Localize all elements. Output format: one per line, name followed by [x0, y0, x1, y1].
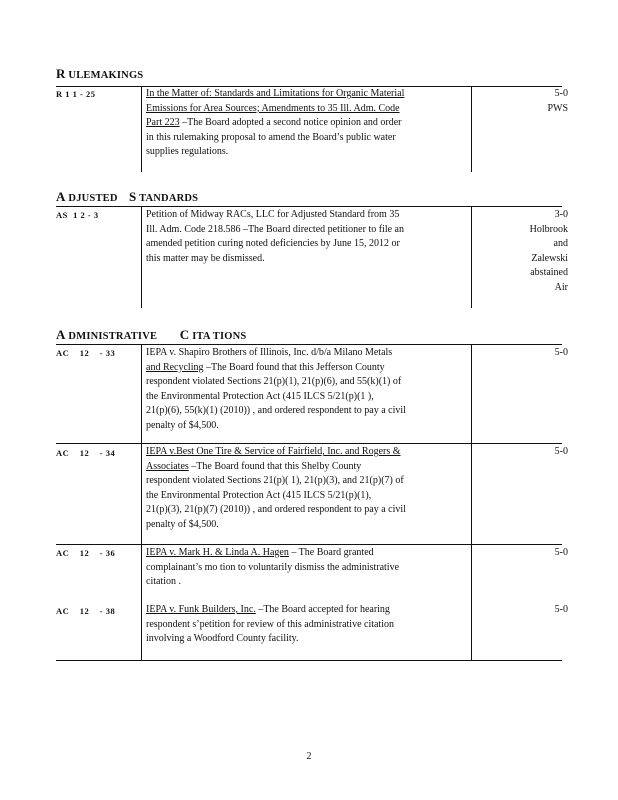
docket-number: AC 12 - 38 [56, 606, 116, 616]
vote-result: 5-0 [554, 547, 568, 558]
case-description: Petition of Midway RACs, LLC for Adjusted Standard from 35 Ill. Adm. Code 218.586 –The Board directed petitioner to file an amended petition curing noted deficiencies by June 15, 2012 or this matter may be dismissed. [146, 209, 404, 264]
column-divider [471, 206, 472, 308]
case-title: In the Matter of: Standards and Limitations for Organic Material [146, 88, 405, 99]
case-title: IEPA v. Mark H. & Linda A. Hagen [146, 547, 289, 558]
page-number: 2 [306, 751, 312, 762]
docket-number: AC 12 - 34 [56, 448, 116, 458]
section-rule [56, 344, 562, 345]
column-divider [141, 86, 142, 172]
case-description: IEPA v. Mark H. & Linda A. Hagen – The Board granted complainant’s mo tion to voluntarily dismiss the administrative citation . [146, 547, 400, 588]
vote-result: 5-0 PWS [547, 88, 568, 114]
column-divider [141, 206, 142, 308]
section-heading-adjusted-standards: A DJUSTED S TANDARDS [56, 189, 199, 204]
section-heading-rulemakings: R ULEMAKINGS [56, 66, 144, 81]
case-description: IEPA v. Funk Builders, Inc. –The Board accepted for hearing respondent s’petition for review of this administrative citation involving a Woodford County facility. [146, 604, 394, 645]
case-title: IEPA v. Funk Builders, Inc. [146, 604, 256, 615]
row-rule [56, 544, 562, 545]
vote-result: 5-0 [554, 347, 568, 358]
docket-number: AC 12 - 36 [56, 548, 116, 558]
case-description: IEPA v. Shapiro Brothers of Illinois, Inc. d/b/a Milano Metals and Recycling –The Board found that this Jefferson County respondent violated Sections 21(p)(1), 21(p)(6), and 55(k)(1) of the Environmental Protection Act (415 ILCS 5/21(p)(1 ), 21(p)(6), 55(k)(1) (2010)) , and ordered respondent to pay a civil penalty of $4,500. [146, 346, 457, 434]
case-title: Emissions for Area Sources; Amendments to 35 Ill. Adm. Code [146, 102, 400, 114]
vote-result: 5-0 [554, 446, 568, 457]
docket-number: AC 12 - 33 [56, 348, 116, 358]
section-rule [56, 206, 562, 207]
case-description: In the Matter of: Standards and Limitations for Organic Material Emissions for Area Sources; Amendments to 35 Ill. Adm. Code Part 223 –The Board adopted a second notice opinion and order in this rulemaking proposal to amend the Board’s public water supplies regulations. [146, 88, 405, 158]
vote-result: 5-0 [554, 604, 568, 615]
column-divider [471, 86, 472, 172]
section-heading-administrative-citations: A DMINISTRATIVE C ITA TIONS [56, 327, 247, 342]
vote-result: 3-0 Holbrook and Zalewski abstained Air [529, 209, 568, 293]
row-rule [56, 443, 562, 444]
column-divider [141, 344, 142, 660]
case-title: IEPA v.Best One Tire & Service of Fairfield, Inc. and Rogers & [146, 446, 401, 457]
case-title: Part 223 [146, 117, 180, 129]
table-bottom-rule [56, 660, 562, 661]
column-divider [471, 344, 472, 660]
docket-number: R 1 1 - 25 [56, 89, 96, 99]
case-title: IEPA v. Shapiro Brothers of Illinois, Inc. d/b/a Milano Metals [146, 347, 393, 358]
case-title: and Recycling [146, 361, 204, 373]
case-description: IEPA v.Best One Tire & Service of Fairfield, Inc. and Rogers & Associates –The Board found that this Shelby County respondent violated Sections 21(p)( 1), 21(p)(3), and 21(p)(7) of the Environmental Protection Act (415 ILCS 5/21(p)(1), 21(p)(3), 21(p)(7) (2010)) , and ordered respondent to pay a civil penalty of $4,500. [146, 446, 406, 530]
case-title: Associates [146, 460, 189, 472]
docket-number: AS 1 2 - 3 [56, 210, 99, 220]
